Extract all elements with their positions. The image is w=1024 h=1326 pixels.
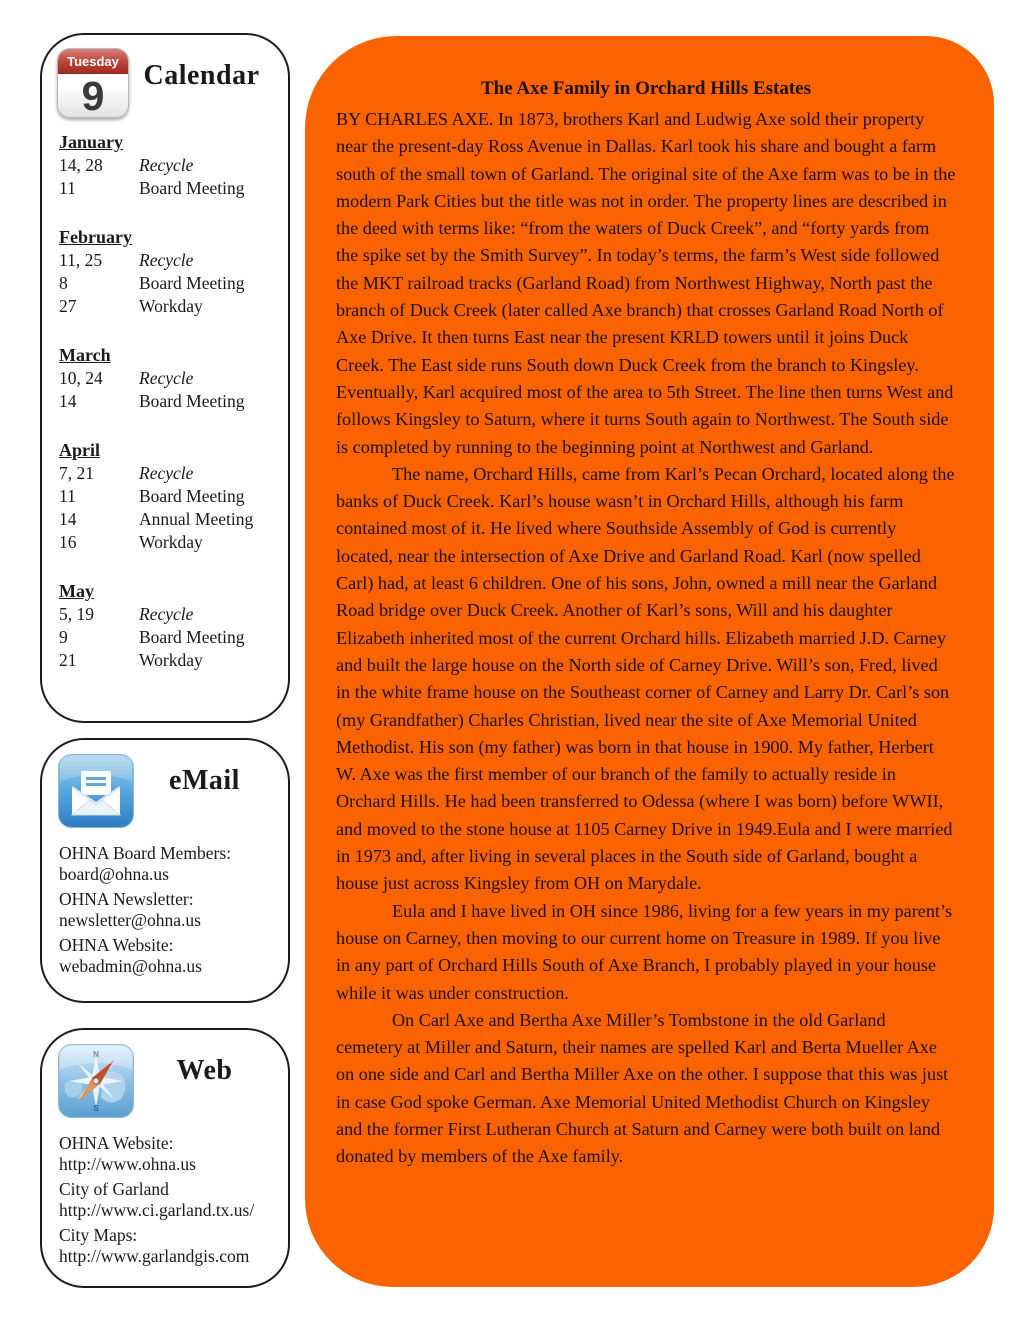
calendar-event-label: Board Meeting <box>139 627 245 647</box>
email-entry <box>59 935 280 977</box>
calendar-event-label: Recycle <box>139 368 194 388</box>
email-icon <box>57 753 135 829</box>
web-compass-icon <box>57 1043 135 1119</box>
calendar-event-row <box>59 531 280 554</box>
calendar-event-dates: 14 <box>59 391 77 411</box>
calendar-event-dates: 11 <box>59 486 76 506</box>
calendar-month-name: May <box>59 581 94 601</box>
email-card-header <box>42 740 288 829</box>
article-title: The Axe Family in Orchard Hills Estates <box>480 78 812 99</box>
email-card <box>40 738 290 1003</box>
web-entry-label: OHNA Website: <box>59 1133 174 1153</box>
calendar-month-section <box>59 130 280 200</box>
web-title: Web <box>176 1055 233 1086</box>
calendar-event-label: Board Meeting <box>139 391 245 411</box>
email-entry-label: OHNA Website: <box>59 935 174 955</box>
calendar-event-dates: 11, 25 <box>59 250 103 270</box>
email-address-link[interactable]: board@ohna.us <box>59 864 169 884</box>
calendar-event-row <box>59 649 280 672</box>
calendar-event-row <box>59 508 280 531</box>
calendar-month-list <box>42 118 288 672</box>
article-panel <box>305 36 994 1287</box>
calendar-event-label: Recycle <box>139 155 194 175</box>
calendar-event-row <box>59 485 280 508</box>
article-body <box>336 106 956 1171</box>
email-entry <box>59 889 280 931</box>
calendar-event-row <box>59 603 280 626</box>
web-entry-label: City of Garland <box>59 1179 169 1199</box>
calendar-icon-day-number: 9 <box>81 73 105 118</box>
calendar-event-dates: 10, 24 <box>59 368 103 388</box>
calendar-event-dates: 14, 28 <box>59 155 103 175</box>
calendar-icon <box>57 48 129 118</box>
email-entry <box>59 843 280 885</box>
calendar-month-section <box>59 343 280 413</box>
email-address-link[interactable]: newsletter@ohna.us <box>59 910 201 930</box>
calendar-month-section <box>59 438 280 554</box>
calendar-event-label: Recycle <box>139 250 194 270</box>
calendar-event-row <box>59 295 280 318</box>
calendar-event-row <box>59 177 280 200</box>
email-title: eMail <box>169 765 240 796</box>
web-entry <box>59 1225 280 1267</box>
web-entry-label: City Maps: <box>59 1225 138 1245</box>
calendar-event-dates: 9 <box>59 627 68 647</box>
calendar-event-label: Workday <box>139 296 203 316</box>
calendar-month-name: January <box>59 132 124 152</box>
calendar-event-label: Board Meeting <box>139 273 245 293</box>
article-paragraph: BY CHARLES AXE. In 1873, brothers Karl and Ludwig Axe sold their property near the present-day Ross Avenue in Dallas. Karl took his share and bought a farm south of the small town of Garland. The original site of the Axe farm was to be in the modern Park Cities but the title was not in order. The property lines are described in the deed with terms like: “from the waters of Duck Creek”, and “forty yards from the spike set by the Smith Survey”. In today’s terms, the farm’s West side followed the MKT railroad tracks (Garland Road) from Northwest Highway, North past the branch of Duck Creek (later called Axe branch) that crosses Garland Road North of Axe Drive. It then turns East near the present KRLD towers until it joins Duck Creek. The East side runs South down Duck Creek from the branch to Kingsley. Eventually, Karl acquired most of the area to 5th Street. The line then turns West and follows Kingsley to Saturn, where it turns South again to Northwest. The South side is completed by running to the beginning point at Northwest and Garland. <box>336 109 956 457</box>
email-entry-label: OHNA Newsletter: <box>59 889 194 909</box>
email-entry-list <box>42 829 288 977</box>
calendar-event-label: Workday <box>139 650 203 670</box>
calendar-event-dates: 8 <box>59 273 68 293</box>
calendar-event-label: Board Meeting <box>139 178 245 198</box>
calendar-event-dates: 27 <box>59 296 77 316</box>
calendar-month-name: March <box>59 345 111 365</box>
web-card <box>40 1028 290 1288</box>
web-entry <box>59 1179 280 1221</box>
web-entry <box>59 1133 280 1175</box>
calendar-event-label: Board Meeting <box>139 486 245 506</box>
calendar-event-dates: 7, 21 <box>59 463 94 483</box>
calendar-card <box>40 33 290 723</box>
calendar-month-section <box>59 579 280 672</box>
calendar-card-header <box>42 35 288 118</box>
calendar-event-label: Workday <box>139 532 203 552</box>
web-card-header <box>42 1030 288 1119</box>
svg-text:N: N <box>93 1050 99 1059</box>
calendar-event-label: Recycle <box>139 463 194 483</box>
calendar-event-row <box>59 367 280 390</box>
calendar-event-dates: 16 <box>59 532 77 552</box>
web-entry-list <box>42 1119 288 1267</box>
calendar-month-name: February <box>59 227 132 247</box>
calendar-event-dates: 21 <box>59 650 77 670</box>
calendar-month-name: April <box>59 440 101 460</box>
web-url-link[interactable]: http://www.garlandgis.com <box>59 1246 250 1266</box>
article-paragraph: On Carl Axe and Bertha Axe Miller’s Tombstone in the old Garland cemetery at Miller and Saturn, their names are spelled Karl and Berta Mueller Axe on one side and Carl and Bertha Miller Axe on the other. I suppose that this was just in case God spoke German. Axe Memorial United Methodist Church on Kingsley and the former First Lutheran Church at Saturn and Carney were both built on land donated by members of the Axe family. <box>336 1009 949 1167</box>
calendar-event-row <box>59 626 280 649</box>
calendar-event-row <box>59 462 280 485</box>
calendar-icon-day-name: Tuesday <box>58 49 128 74</box>
calendar-event-dates: 11 <box>59 178 76 198</box>
web-url-link[interactable]: http://www.ci.garland.tx.us/ <box>59 1200 255 1220</box>
calendar-event-row <box>59 249 280 272</box>
calendar-event-row <box>59 390 280 413</box>
web-url-link[interactable]: http://www.ohna.us <box>59 1154 196 1174</box>
article-paragraph: The name, Orchard Hills, came from Karl’s Pecan Orchard, located along the banks of Duck Creek. Karl’s house wasn’t in Orchard Hills, although his farm contained most of it. He lived where Southside Assembly of God is currently located, near the intersection of Axe Drive and Garland Road. Karl (now spelled Carl) had, at least 6 children. One of his sons, John, owned a mill near the Garland Road bridge over Duck Creek. Another of Karl’s sons, Will and his daughter Elizabeth inherited most of the current Orchard hills. Elizabeth married J.D. Carney and built the large house on the North side of Carney Drive. Will’s son, Fred, lived in the white frame house on the Southeast corner of Carney and Larry Dr. Carl’s son (my Grandfather) Charles Christian, lived near the site of Axe Memorial United Methodist. His son (my father) was born in that house in 1900. My father, Herbert W. Axe was the first member of our branch of the family to actually reside in Orchard Hills. He had been transferred to Odessa (where I was born) before WWII, and moved to the stone house at 1105 Carney Drive in 1949.Eula and I were married in 1973 and, after living in several places in the South side of Garland, bought a house just across Kingsley from OH on Marydale. <box>336 463 955 894</box>
svg-text:S: S <box>93 1104 99 1113</box>
email-entry-label: OHNA Board Members: <box>59 843 232 863</box>
article-paragraph: Eula and I have lived in OH since 1986, living for a few years in my parent’s house on Carney, then moving to our current home on Treasure in 1989. If you live in any part of Orchard Hills South of Axe Branch, I probably played in your house while it was under construction. <box>336 900 953 1003</box>
calendar-event-row <box>59 154 280 177</box>
calendar-event-row <box>59 272 280 295</box>
calendar-event-label: Annual Meeting <box>139 509 254 529</box>
calendar-event-dates: 5, 19 <box>59 604 94 624</box>
calendar-month-section <box>59 225 280 318</box>
email-address-link[interactable]: webadmin@ohna.us <box>59 956 202 976</box>
calendar-event-label: Recycle <box>139 604 194 624</box>
calendar-title: Calendar <box>143 60 260 91</box>
calendar-event-dates: 14 <box>59 509 77 529</box>
